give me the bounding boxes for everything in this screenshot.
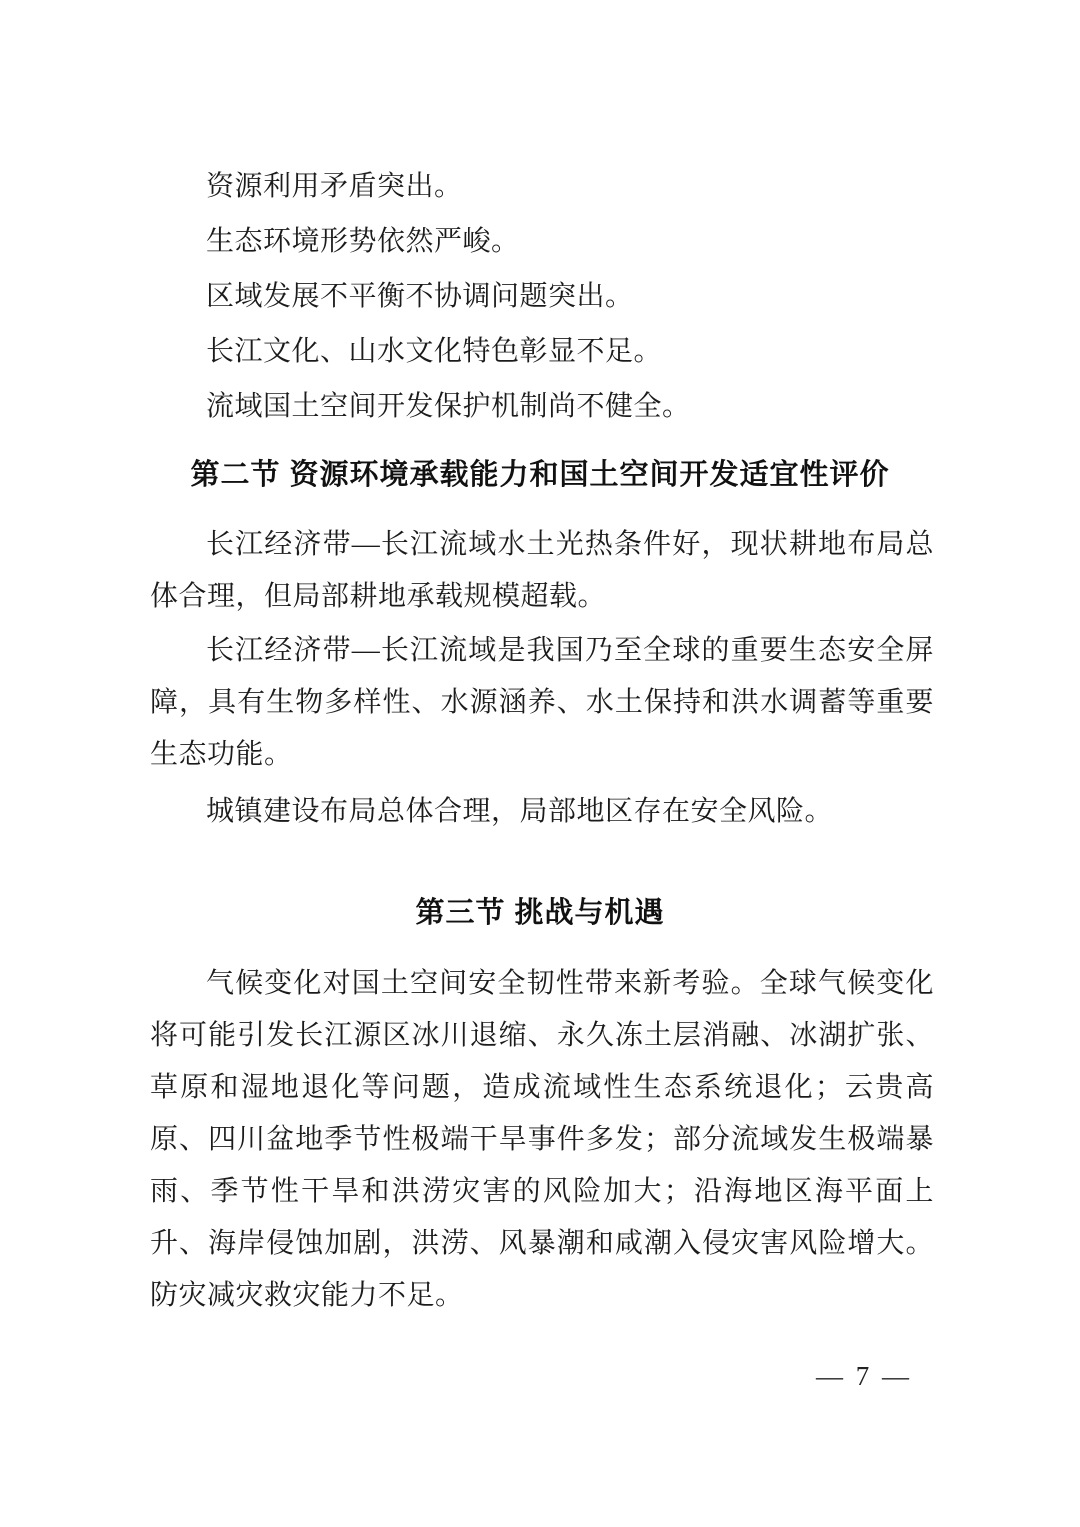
section3-paragraph-1: 气候变化对国土空间安全韧性带来新考验。全球气候变化将可能引发长江源区冰川退缩、永久冻土层消融、冰湖扩张、草原和湿地退化等问题，造成流域性生态系统退化；云贵高原、四川盆地季节性极端干旱事件多发；部分流域发生极端暴雨、季节性干旱和洪涝灾害的风险加大；沿海地区海平面上升、海岸侵蚀加剧，洪涝、风暴潮和咸潮入侵灾害风险增大。防灾减灾救灾能力不足。 [150,968,934,1311]
section2-heading: 第二节 资源环境承载能力和国土空间开发适宜性评价 [190,459,890,491]
intro-statements [150,159,934,434]
intro-line: 流域国土空间开发保护机制尚不健全。 [206,391,691,422]
page-number: — 7 — [816,1361,912,1391]
intro-line: 长江文化、山水文化特色彰显不足。 [206,336,663,367]
intro-line: 生态环境形势依然严峻。 [206,226,520,257]
intro-line: 资源利用矛盾突出。 [206,171,463,202]
intro-line: 区域发展不平衡不协调问题突出。 [206,281,634,312]
section2-paragraph-1: 长江经济带—长江流域水土光热条件好，现状耕地布局总体合理，但局部耕地承载规模超载。 [150,529,934,612]
section2-paragraph-2: 长江经济带—长江流域是我国乃至全球的重要生态安全屏障，具有生物多样性、水源涵养、水土保持和洪水调蓄等重要生态功能。 [150,635,934,770]
section3-heading: 第三节 挑战与机遇 [415,897,665,929]
section2-paragraph-3: 城镇建设布局总体合理，局部地区存在安全风险。 [206,796,834,827]
